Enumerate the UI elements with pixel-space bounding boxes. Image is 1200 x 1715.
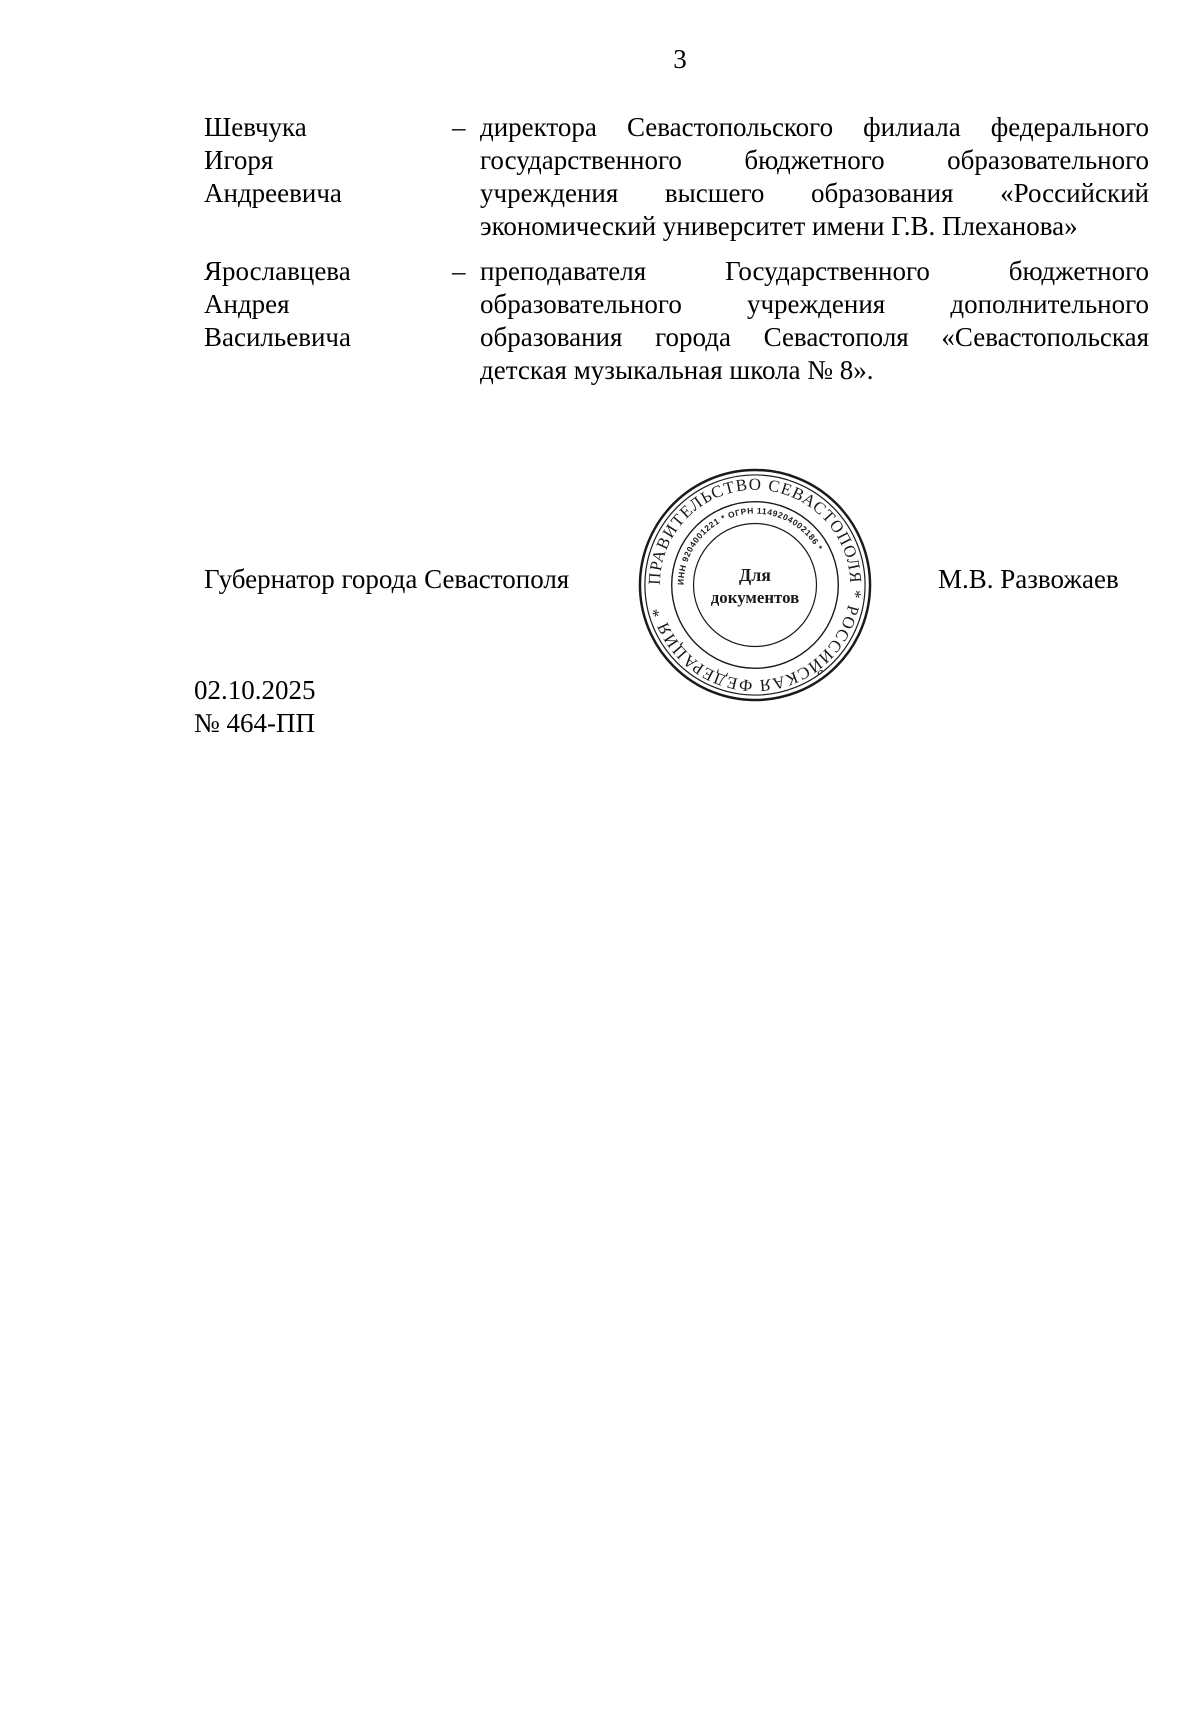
member-name bbox=[204, 255, 452, 387]
member-position-text: директора Севастопольского филиала федерального государственного бюджетного образовательного учреждения высшего образования «Российский экономический университет имени Г.В. Плеханова» bbox=[480, 112, 1149, 241]
member-first-name: Игоря bbox=[204, 145, 274, 175]
seal-center-line-1: Для bbox=[739, 565, 771, 586]
seal-outer-text-path: ПРАВИТЕЛЬСТВО СЕВАСТОПОЛЯ * РОССИЙСКАЯ ФЕДЕРАЦИЯ * bbox=[644, 474, 866, 696]
member-patronymic: Васильевича bbox=[204, 322, 351, 352]
dash: – bbox=[452, 256, 466, 286]
member-entry bbox=[204, 111, 1149, 243]
official-seal bbox=[636, 466, 874, 704]
document-details bbox=[194, 674, 316, 740]
signature-title: Губернатор города Севастополя bbox=[204, 564, 570, 594]
page-number: 3 bbox=[673, 44, 687, 74]
seal-center-line-2: документов bbox=[710, 587, 800, 607]
member-position bbox=[452, 111, 1149, 243]
member-position bbox=[452, 255, 1149, 387]
dash: – bbox=[452, 112, 466, 142]
member-surname: Ярославцева bbox=[204, 256, 351, 286]
member-entry bbox=[204, 255, 1149, 387]
member-first-name: Андрея bbox=[204, 289, 290, 319]
document-number: № 464-ПП bbox=[194, 708, 315, 738]
member-surname: Шевчука bbox=[204, 112, 307, 142]
member-position-text: преподавателя Государственного бюджетного образовательного учреждения дополнительного образования города Севастополя «Севастопольская детская музыкальная школа № 8». bbox=[480, 256, 1149, 385]
signature-name: М.В. Развожаев bbox=[938, 564, 1119, 594]
document-date: 02.10.2025 bbox=[194, 675, 316, 705]
member-name bbox=[204, 111, 452, 243]
member-patronymic: Андреевича bbox=[204, 178, 342, 208]
seal-inner-text-path: ИНН 9204001221 * ОГРН 1149204002186 * bbox=[675, 505, 825, 586]
